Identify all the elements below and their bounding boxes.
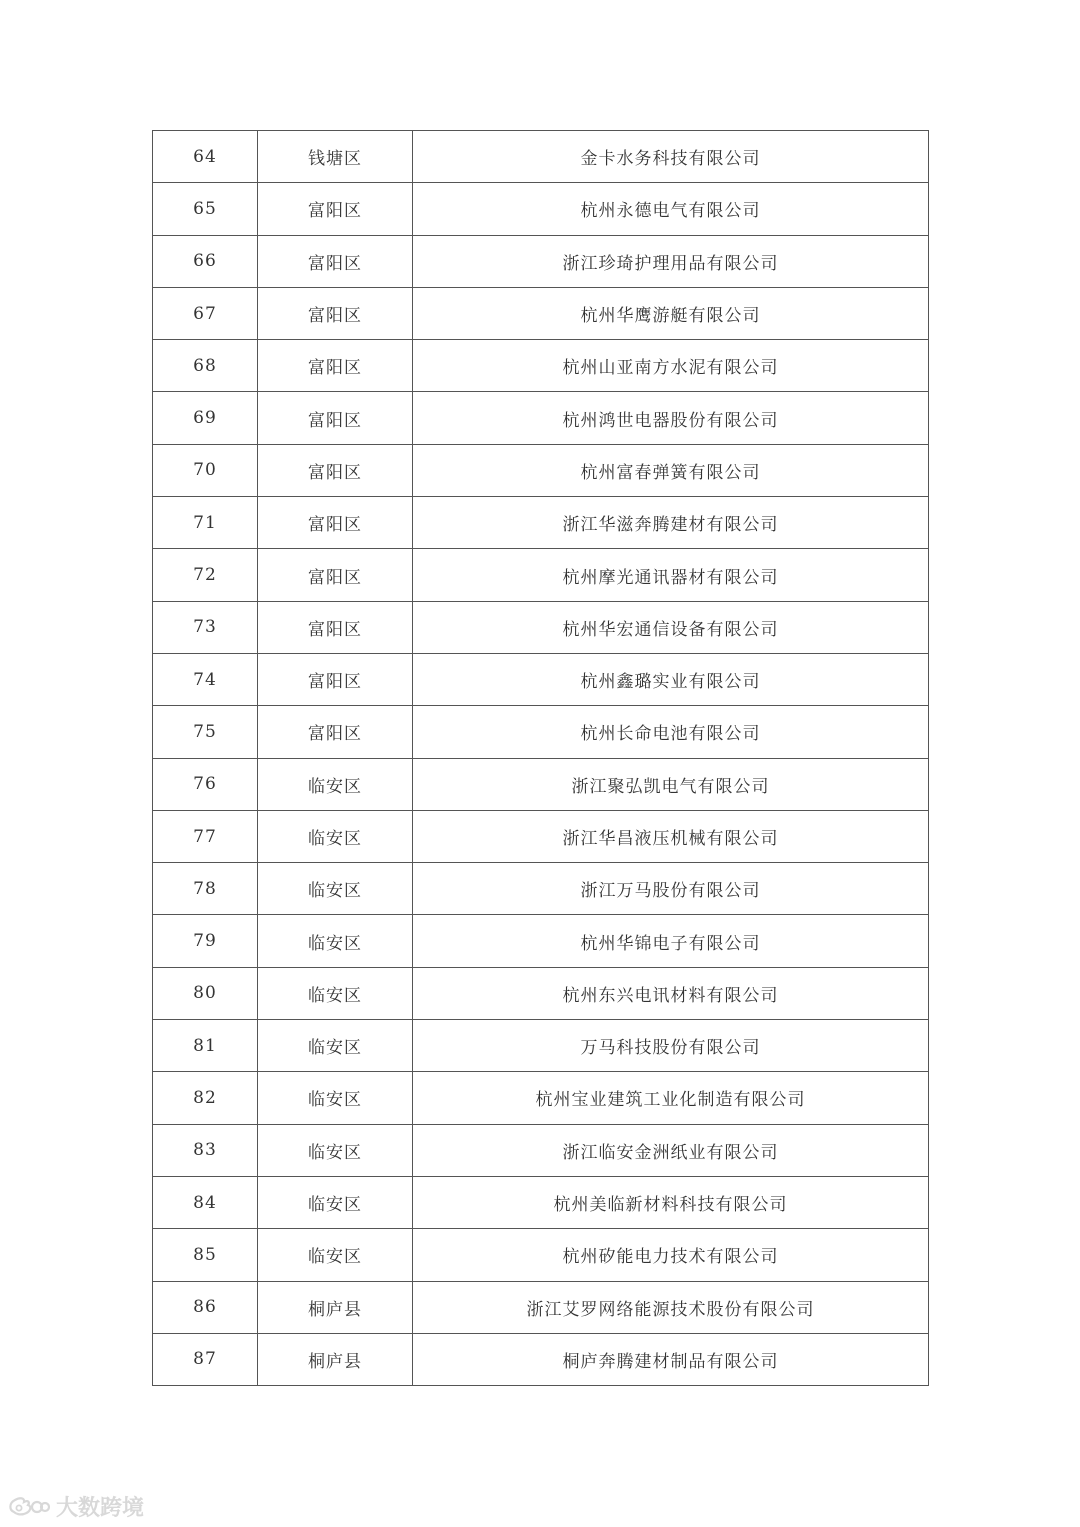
district-cell: 临安区 [258,1229,413,1281]
company-name-cell: 杭州鑫璐实业有限公司 [413,653,929,705]
district-cell: 临安区 [258,1176,413,1228]
company-name-cell: 杭州华鹰游艇有限公司 [413,287,929,339]
table-row [153,1176,929,1228]
district-cell: 富阳区 [258,653,413,705]
district-cell: 钱塘区 [258,131,413,183]
district-cell: 富阳区 [258,287,413,339]
district-cell: 临安区 [258,810,413,862]
table-row [153,1124,929,1176]
district-cell: 临安区 [258,967,413,1019]
district-cell: 富阳区 [258,549,413,601]
district-cell: 富阳区 [258,497,413,549]
district-cell: 富阳区 [258,392,413,444]
row-number-cell: 66 [153,235,258,287]
row-number-cell: 76 [153,758,258,810]
company-name-cell: 杭州美临新材料科技有限公司 [413,1176,929,1228]
company-list-table-wrapper [152,130,928,1386]
table-row [153,967,929,1019]
row-number-cell: 70 [153,444,258,496]
table-row [153,392,929,444]
table-row [153,235,929,287]
company-name-cell: 浙江艾罗网络能源技术股份有限公司 [413,1281,929,1333]
district-cell: 富阳区 [258,183,413,235]
row-number-cell: 75 [153,706,258,758]
company-name-cell: 浙江华滋奔腾建材有限公司 [413,497,929,549]
company-name-cell: 杭州长命电池有限公司 [413,706,929,758]
company-name-cell: 浙江华昌液压机械有限公司 [413,810,929,862]
row-number-cell: 64 [153,131,258,183]
company-name-cell: 杭州华锦电子有限公司 [413,915,929,967]
district-cell: 临安区 [258,915,413,967]
district-cell: 临安区 [258,1020,413,1072]
company-name-cell: 杭州鸿世电器股份有限公司 [413,392,929,444]
row-number-cell: 67 [153,287,258,339]
table-row [153,706,929,758]
table-row [153,810,929,862]
row-number-cell: 82 [153,1072,258,1124]
company-name-cell: 浙江临安金洲纸业有限公司 [413,1124,929,1176]
table-row [153,131,929,183]
table-row [153,758,929,810]
table-row [153,1333,929,1385]
table-row [153,1072,929,1124]
district-cell: 富阳区 [258,706,413,758]
row-number-cell: 68 [153,340,258,392]
row-number-cell: 72 [153,549,258,601]
table-row [153,1281,929,1333]
district-cell: 富阳区 [258,235,413,287]
company-name-cell: 杭州华宏通信设备有限公司 [413,601,929,653]
row-number-cell: 65 [153,183,258,235]
company-list-table [152,130,929,1386]
table-row [153,183,929,235]
table-row [153,601,929,653]
company-name-cell: 桐庐奔腾建材制品有限公司 [413,1333,929,1385]
company-name-cell: 万马科技股份有限公司 [413,1020,929,1072]
row-number-cell: 85 [153,1229,258,1281]
district-cell: 富阳区 [258,340,413,392]
row-number-cell: 80 [153,967,258,1019]
row-number-cell: 84 [153,1176,258,1228]
table-row [153,915,929,967]
district-cell: 临安区 [258,1124,413,1176]
table-row [153,549,929,601]
district-cell: 富阳区 [258,444,413,496]
row-number-cell: 87 [153,1333,258,1385]
row-number-cell: 69 [153,392,258,444]
table-row [153,1229,929,1281]
district-cell: 临安区 [258,863,413,915]
table-row [153,444,929,496]
row-number-cell: 77 [153,810,258,862]
company-name-cell: 杭州宝业建筑工业化制造有限公司 [413,1072,929,1124]
table-row [153,863,929,915]
row-number-cell: 78 [153,863,258,915]
district-cell: 桐庐县 [258,1281,413,1333]
row-number-cell: 79 [153,915,258,967]
table-body [153,131,929,1386]
district-cell: 富阳区 [258,601,413,653]
district-cell: 临安区 [258,758,413,810]
row-number-cell: 83 [153,1124,258,1176]
company-name-cell: 杭州摩光通讯器材有限公司 [413,549,929,601]
company-name-cell: 浙江珍琦护理用品有限公司 [413,235,929,287]
table-row [153,497,929,549]
watermark [6,1491,144,1521]
company-name-cell: 浙江聚弘凯电气有限公司 [413,758,929,810]
table-row [153,653,929,705]
district-cell: 临安区 [258,1072,413,1124]
district-cell: 桐庐县 [258,1333,413,1385]
company-name-cell: 浙江万马股份有限公司 [413,863,929,915]
row-number-cell: 73 [153,601,258,653]
table-row [153,340,929,392]
company-name-cell: 杭州永德电气有限公司 [413,183,929,235]
company-name-cell: 金卡水务科技有限公司 [413,131,929,183]
company-name-cell: 杭州富春弹簧有限公司 [413,444,929,496]
weibo-logo-icon [6,1493,50,1519]
company-name-cell: 杭州矽能电力技术有限公司 [413,1229,929,1281]
table-row [153,1020,929,1072]
row-number-cell: 81 [153,1020,258,1072]
company-name-cell: 杭州东兴电讯材料有限公司 [413,967,929,1019]
row-number-cell: 74 [153,653,258,705]
table-row [153,287,929,339]
company-name-cell: 杭州山亚南方水泥有限公司 [413,340,929,392]
watermark-text: 大数跨境 [56,1495,145,1521]
row-number-cell: 86 [153,1281,258,1333]
row-number-cell: 71 [153,497,258,549]
